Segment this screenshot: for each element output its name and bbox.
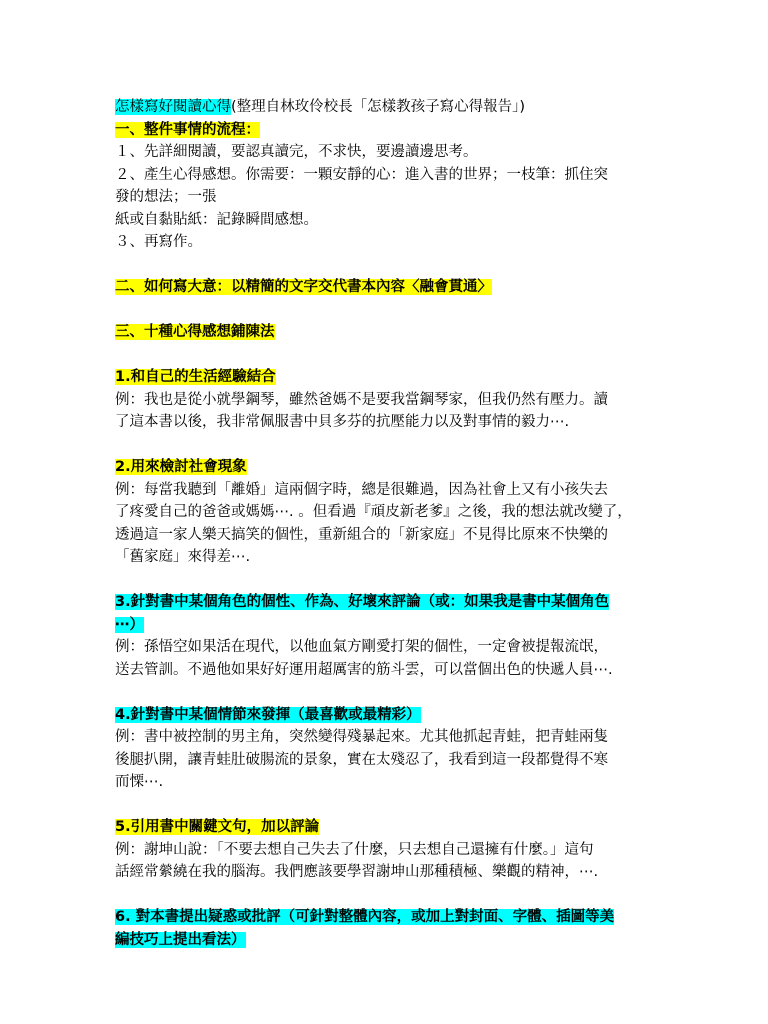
method-body-line: 後腿扒開，讓青蛙肚破腸流的景象，實在太殘忍了，我看到這一段都覺得不寒: [115, 751, 608, 768]
section1-line: ３、再寫作。: [115, 234, 202, 250]
spacer: [115, 434, 675, 457]
method-heading-cont: ⋯）: [115, 616, 144, 633]
spacer: [115, 681, 675, 704]
method-body-line: 例：書中被控制的男主角，突然變得殘暴起來。尤其他抓起青蛙，把青蛙兩隻: [115, 729, 608, 745]
method-body-line: 送去管訓。不過他如果好好運用超厲害的筋斗雲，可以當個出色的快遞人員⋯.: [115, 661, 613, 678]
title-main: 怎樣寫好閱讀心得: [115, 99, 231, 115]
method-body-line: 「舊家庭」來得差⋯.: [115, 549, 251, 565]
method-heading: 6. 對本書提出疑惑或批評（可針對整體內容，或加上對封面、字體、插圖等美: [115, 909, 615, 925]
spacer: [115, 794, 675, 817]
method-body-line: 例：孫悟空如果活在現代，以他血氣方剛愛打架的個性，一定會被提報流氓，: [115, 639, 608, 655]
method-body-line: 了這本書以後，我非常佩服書中貝多芬的抗壓能力以及對事情的毅力⋯.: [115, 414, 570, 430]
method-body-line: 話經常縈繞在我的腦海。我們應該要學習謝坤山那種積極、樂觀的精神，⋯.: [115, 864, 599, 880]
section3-heading: 三、十種心得感想鋪陳法: [115, 324, 275, 340]
document-body: [115, 96, 675, 951]
method-heading-cont: 編技巧上提出看法）: [115, 931, 246, 948]
section1-line: １、先詳細閱讀，要認真讀完，不求快，要邊讀邊思考。: [115, 144, 478, 160]
spacer: [115, 569, 675, 592]
method-body-line: 例：每當我聽到「離婚」這兩個字時，總是很難過，因為社會上又有小孩失去: [115, 481, 608, 498]
method-body-line: 例：我也是從小就學鋼琴，雖然爸媽不是要我當鋼琴家，但我仍然有壓力。讀: [115, 391, 608, 408]
spacer: [115, 344, 675, 367]
section1-heading: 一、整件事情的流程：: [115, 121, 260, 138]
spacer: [115, 254, 675, 277]
spacer: [115, 299, 675, 322]
method-body-line: 例：謝坤山說：「不要去想自己失去了什麼，只去想自己還擁有什麼。」這句: [115, 841, 594, 858]
method-heading: 4.針對書中某個情節來發揮（最喜歡或最精彩）: [115, 706, 421, 723]
section2-heading: 二、如何寫大意：以精簡的文字交代書本內容〈融會貫通〉: [115, 279, 492, 295]
method-body-line: 了疼愛自己的爸爸或媽媽⋯. 。但看過『頑皮新老爹』之後，我的想法就改變了，: [115, 504, 632, 520]
section1-line: 紙或自黏貼紙：記錄瞬間感想。: [115, 211, 318, 228]
spacer: [115, 884, 675, 907]
section1-line: ２、產生心得感想。你需要：一顆安靜的心：進入書的世界；一枝筆：抓住突: [115, 166, 608, 183]
method-body-line: 透過這一家人樂天搞笑的個性，重新組合的「新家庭」不見得比原來不快樂的: [115, 526, 608, 543]
section1-line: 發的想法；一張: [115, 189, 217, 205]
method-heading: 1.和自己的生活經驗結合: [115, 369, 276, 385]
method-body-line: 而慄⋯.: [115, 774, 164, 790]
method-heading: 3.針對書中某個角色的個性、作為、好壞來評論（或：如果我是書中某個角色: [115, 594, 610, 610]
document-title: [115, 96, 675, 119]
method-heading: 2.用來檢討社會現象: [115, 459, 247, 475]
method-heading: 5.引用書中關鍵文句，加以評論: [115, 819, 320, 835]
title-sub: (整理自林玫伶校長「怎樣教孩子寫心得報告」): [231, 99, 526, 115]
